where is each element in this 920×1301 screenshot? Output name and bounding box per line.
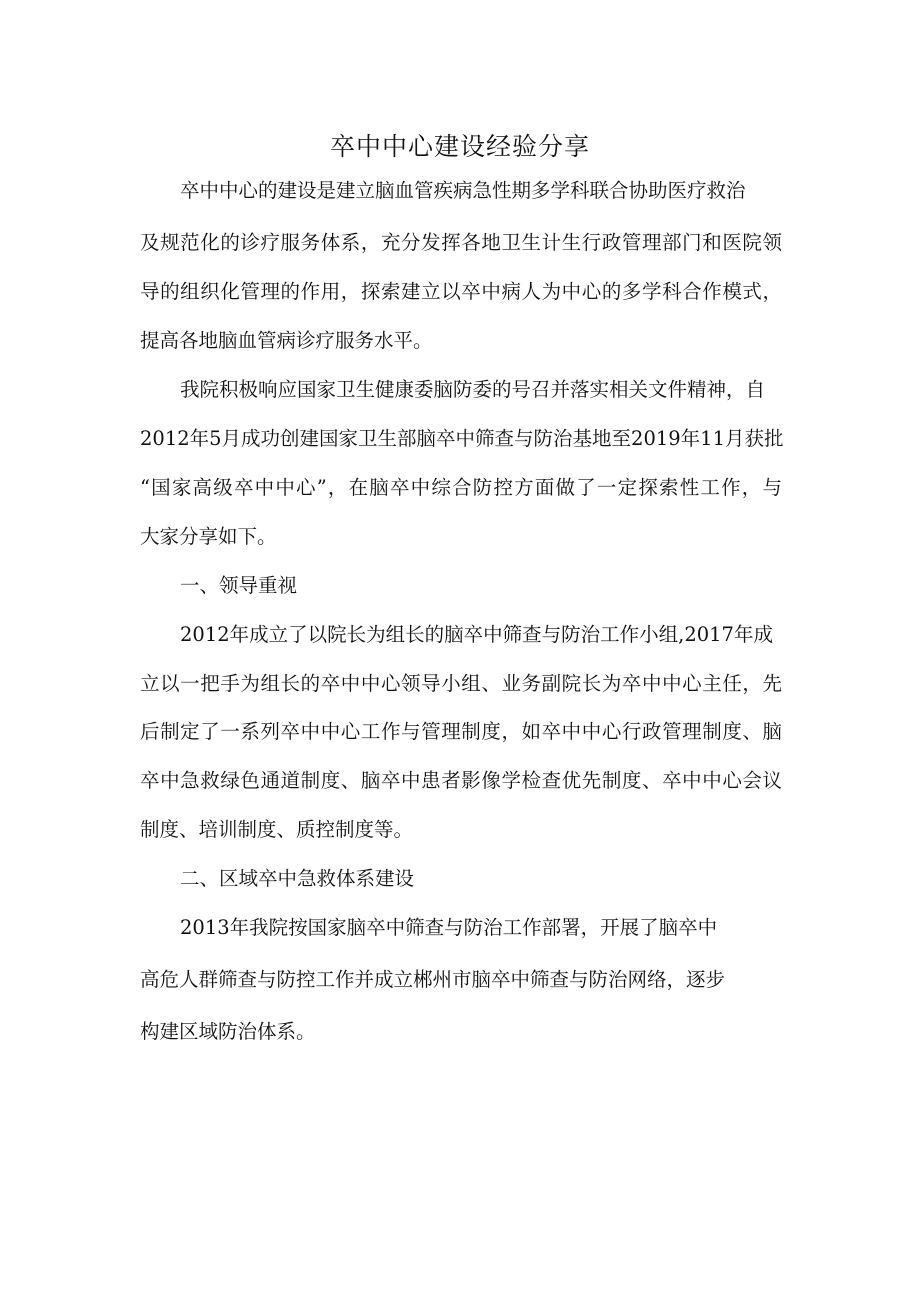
paragraph-3-line-2: 立以一把手为组长的卒中中心领导小组、业务副院长为卒中中心主任，先 [140,672,782,695]
section-heading-regional-system: 二、区域卒中急救体系建设 [180,867,415,890]
paragraph-1-line-3: 导的组织化管理的作用，探索建立以卒中病人为中心的多学科合作模式， [140,280,782,303]
paragraph-1-line-4: 提高各地脑血管病诊疗服务水平。 [140,329,433,352]
paragraph-2-line-3: “国家高级卒中中心”，在脑卒中综合防控方面做了一定探索性工作，与 [140,476,782,499]
paragraph-3-line-3: 后制定了一系列卒中中心工作与管理制度，如卒中中心行政管理制度、脑 [140,720,782,743]
paragraph-1-line-1: 卒中中心的建设是建立脑血管疾病急性期多学科联合协助医疗救治 [180,179,746,202]
paragraph-2-line-1: 我院积极响应国家卫生健康委脑防委的号召并落实相关文件精神，自 [180,378,766,401]
paragraph-2-line-4: 大家分享如下。 [140,525,277,548]
document-title: 卒中中心建设经验分享 [329,132,590,161]
paragraph-3-line-4: 卒中急救绿色通道制度、脑卒中患者影像学检查优先制度、卒中中心会议 [140,769,782,792]
paragraph-4-line-3: 构建区域防治体系。 [140,1020,316,1043]
paragraph-4-line-1: 2013年我院按国家脑卒中筛查与防治工作部署，开展了脑卒中 [180,916,718,939]
paragraph-1-line-2: 及规范化的诊疗服务体系，充分发挥各地卫生计生行政管理部门和医院领 [140,231,782,254]
section-heading-leadership: 一、领导重视 [180,574,298,597]
paragraph-4-line-2: 高危人群筛查与防控工作并成立郴州市脑卒中筛查与防治网络，逐步 [140,968,726,991]
paragraph-3-line-5: 制度、培训制度、质控制度等。 [140,818,414,841]
paragraph-2-line-2: 2012年5月成功创建国家卫生部脑卒中筛查与防治基地至2019年11月获批 [140,427,784,450]
paragraph-3-line-1: 2012年成立了以院长为组长的脑卒中筛查与防治工作小组,2017年成 [180,623,773,646]
